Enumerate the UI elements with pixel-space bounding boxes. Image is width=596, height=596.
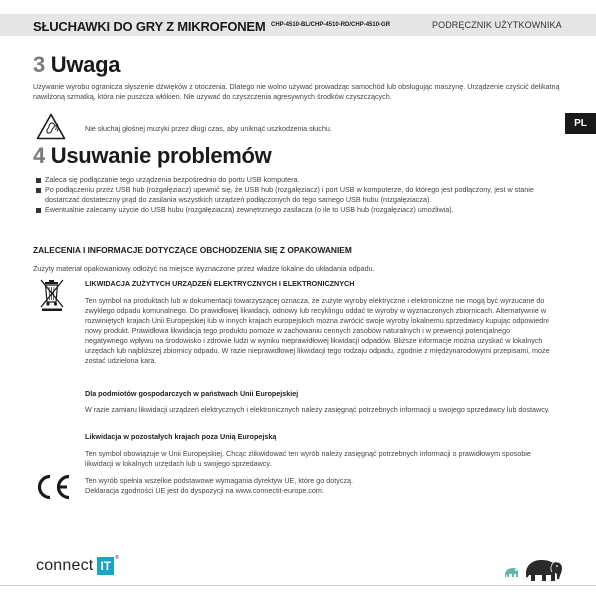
ce-mark-icon xyxy=(34,472,76,502)
ce-line-2: Deklaracja zgodności UE jest do dyspozycji na www.connectit-europe.com. xyxy=(85,486,324,495)
elephants-mascot-icon xyxy=(502,551,564,583)
language-tab: PL xyxy=(565,113,596,134)
packaging-heading: ZALECENIA I INFORMACJE DOTYCZĄCE OBCHODZENIA SIĘ Z OPAKOWANIEM xyxy=(33,245,352,255)
logo-registered-mark: ® xyxy=(115,555,119,561)
section-3-heading xyxy=(33,52,120,78)
weee-paragraph: Ten symbol na produktach lub w dokumentacji towarzyszącej oznacza, że zużyte wyroby elektryczne i elektroniczne nie mogą być wyrzucane do zwykłego odpadu komunalnego. Do prawidłowej likwidacji, odnowy lub recyklingu oddać te wyroby w wyznaczonych zbiornicach. Alternatywnie w rozwiniętych krajach Unii Europejskiej lub w innych krajach europejskich można zwrócić swoje wyroby lokalnemu sprzedawcy kupując odpowiedni nowy produkt. Prawidłowa likwidacja tego produktu pomoże w zachowaniu cennych zasobów naturalnych i w prewencji potencjalnego negatywnego wpływu na środowisko i zdrowie ludzi w wyniku nieprawidłowej likwidacji odpadów. Bliższe informacje można uzyskać w lokalnych urzędach lub najbliższej zbiornicy odpadu. W razie nieprawidłowej likwidacji tego rodzaju odpadu, zgodnie z międzynarodowymi przepisami, może zostać udzielona kara. xyxy=(85,296,550,365)
hearing-damage-warning-icon xyxy=(36,113,66,140)
section-3-title: Uwaga xyxy=(50,52,121,77)
bottom-divider xyxy=(0,585,596,586)
ce-line-1: Ten wyrób spełnia wszelkie podstawowe wymagania dyrektyw UE, które go dotyczą. xyxy=(85,476,354,485)
section-3-number: 3 xyxy=(33,52,45,77)
other-countries-paragraph: Ten symbol obowiązuje w Unii Europejskiej. Chcąc zlikwidować ten wyrób należy zasięgnąć potrzebnych informacji o prawidłowym sposobie likwidacji w lokalnych urzędach lub u swojego sprzedawcy. xyxy=(85,449,531,468)
logo-box: IT xyxy=(97,557,114,575)
header-manual-label: PODRĘCZNIK UŻYTKOWNIKA xyxy=(432,20,562,30)
section-3-paragraph: Używanie wyrobu ogranicza słyszenie dźwięków z otoczenia. Dlatego nie wolno używać prowadząc samochód lub obsługując maszynę. Urządzenie czyścić delikatną nawilżoną szmatką, która nie puszcza włókien. Nie używać do czyszczenia agresywnych środków czyszczących. xyxy=(33,82,560,101)
other-countries-title: Likwidacja w pozostałych krajach poza Unią Europejską xyxy=(85,432,277,441)
business-title: Dla podmiotów gospodarczych w państwach Unii Europejskiej xyxy=(85,389,299,398)
section-4-title: Usuwanie problemów xyxy=(50,143,272,168)
weee-title: LIKWIDACJA ZUŻYTYCH URZĄDZEŃ ELEKTRYCZNYCH I ELEKTRONICZNYCH xyxy=(85,279,355,288)
header-model-numbers: CHP-4510-BL/CHP-4510-RD/CHP-4510-GR xyxy=(271,22,391,28)
crossed-out-wheeled-bin-icon xyxy=(38,277,66,311)
list-item: Zaleca się podłączanie tego urządzenia bezpośrednio do portu USB komputera. xyxy=(36,175,561,185)
logo-text: connect xyxy=(36,557,94,574)
packaging-paragraph: Zużyty materiał opakowaniowy odłożyć na miejsce wyznaczone przez władze lokalne do układania odpadu. xyxy=(33,264,375,273)
troubleshooting-list xyxy=(36,175,561,215)
business-paragraph: W razie zamiaru likwidacji urządzeń elektrycznych i elektronicznych należy zasięgnąć potrzebnych informacji u swojego sprzedawcy lub dostawcy. xyxy=(85,405,550,414)
header-title: SŁUCHAWKI DO GRY Z MIKROFONEM xyxy=(33,19,266,34)
list-item: Ewentualnie zalecamy użycie do USB hubu (rozgałęziacza) zewnętrznego zasilacza (o ile to USB hub (rozgałęziacz) umożliwia). xyxy=(36,205,561,215)
section-4-number: 4 xyxy=(33,143,45,168)
list-item: Po podłączeniu przez USB hub (rozgałęziacz) upewnić się, że USB hub (rozgałęziacz) i port USB w komputerze, do którego jest podłączony, jest w stanie dostarczać dostateczny prąd do zasilania wszystkich urządzeń podłączonych do tego samego USB hubu (rozgałęziacza). xyxy=(36,185,561,205)
hearing-warning-text: Nie słuchaj głośnej muzyki przez długi czas, aby uniknąć uszkodzenia słuchu. xyxy=(85,124,332,133)
section-4-heading xyxy=(33,143,272,169)
brand-logo xyxy=(36,555,119,577)
